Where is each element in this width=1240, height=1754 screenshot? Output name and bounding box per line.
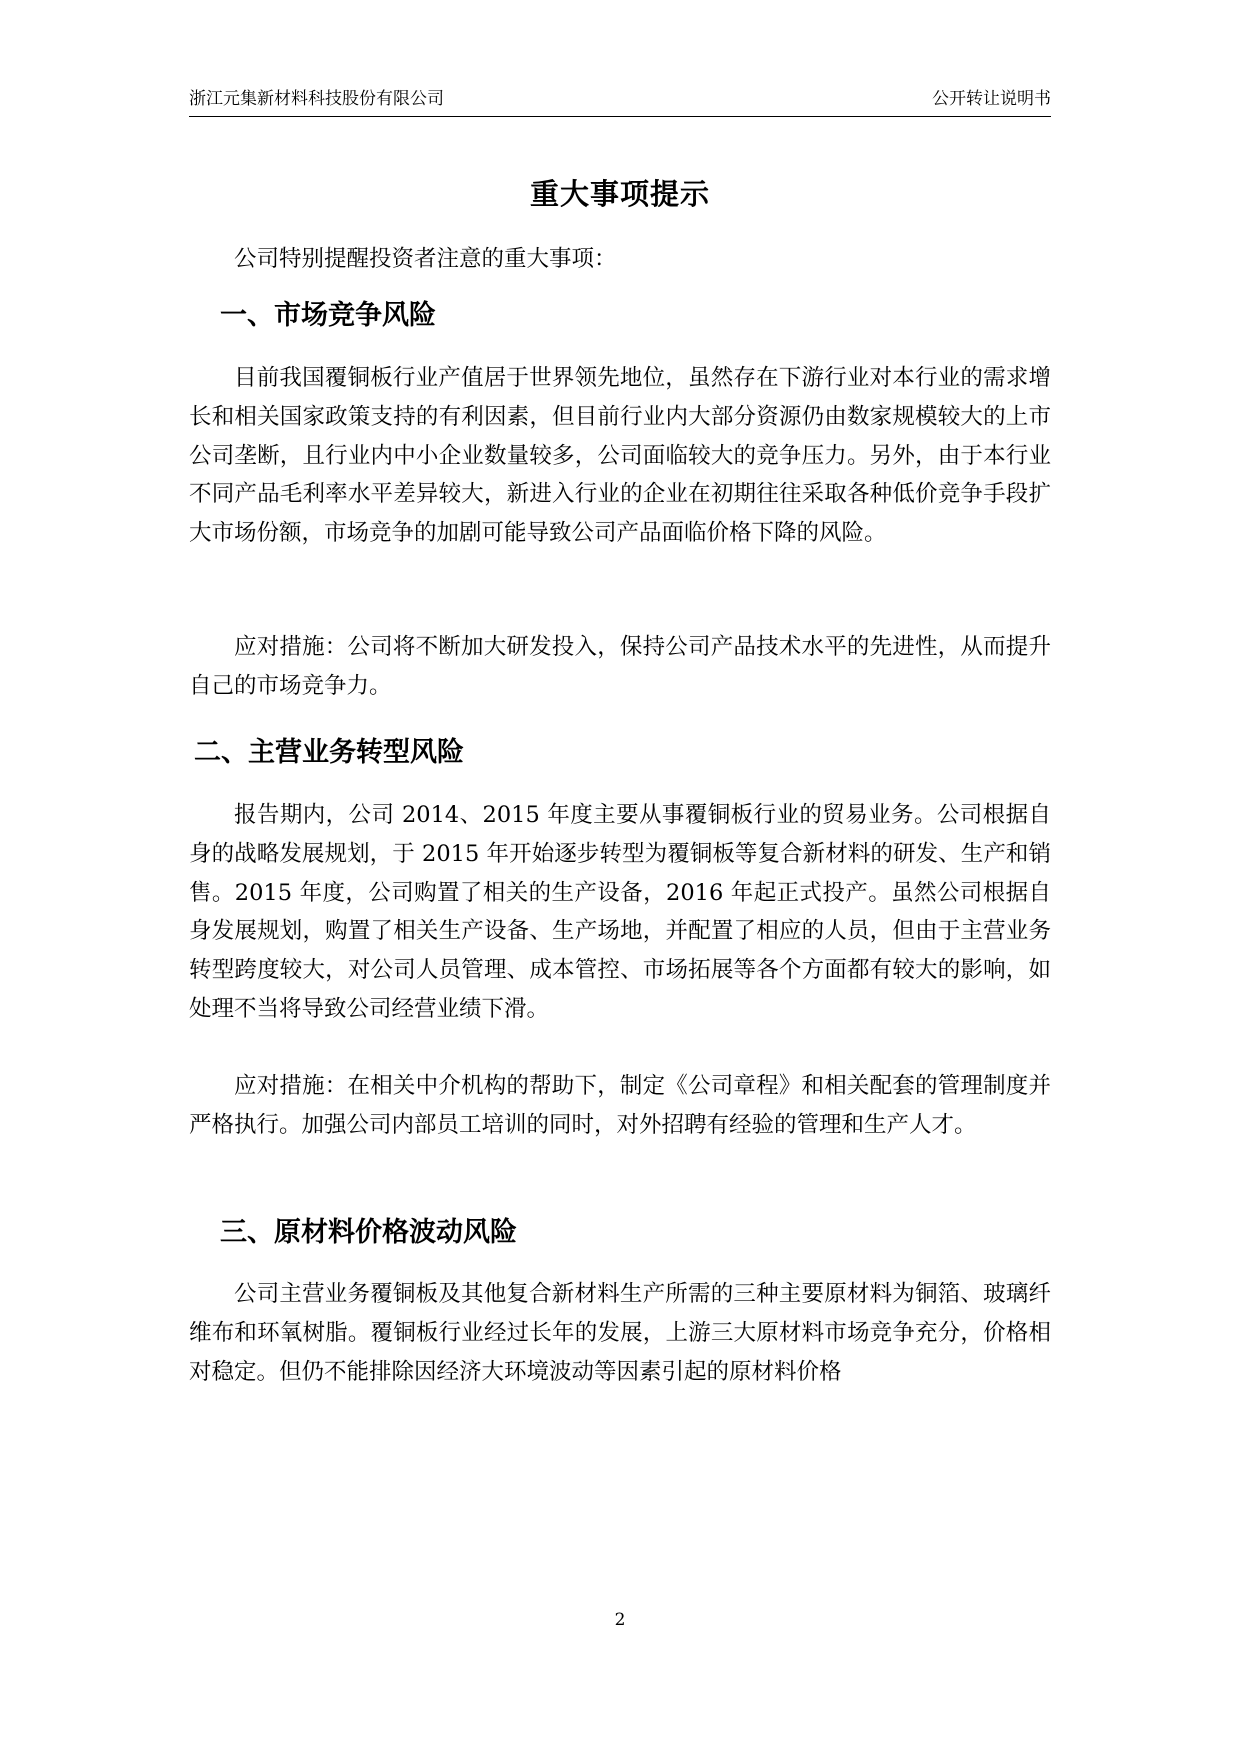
section-heading-business-transition: 二、主营业务转型风险 — [194, 737, 464, 768]
intro-paragraph: 公司特别提醒投资者注意的重大事项： — [234, 246, 617, 272]
section-2-paragraph-1: 报告期内，公司 2014、2015 年度主要从事覆铜板行业的贸易业务。公司根据自身的战略发展规划，于 2015 年开始逐步转型为覆铜板等复合新材料的研发、生产和销售。2015 年度，公司购置了相关的生产设备，2016 年起正式投产。虽然公司根据自身发展规划，购置了相关生产设备、生产场地，并配置了相应的人员，但由于主营业务转型跨度较大，对公司人员管理、成本管控、市场拓展等各个方面都有较大的影响，如处理不当将导致公司经营业绩下滑。 — [189, 802, 1051, 1022]
page-number: 2 — [614, 1610, 626, 1630]
section-3-paragraph-1: 公司主营业务覆铜板及其他复合新材料生产所需的三种主要原材料为铜箔、玻璃纤维布和环氧树脂。覆铜板行业经过长年的发展，上游三大原材料市场竞争充分，价格相对稳定。但仍不能排除因经济大环境波动等因素引起的原材料价格 — [189, 1281, 1051, 1385]
header-company-name: 浙江元集新材料科技股份有限公司 — [189, 89, 444, 109]
section-2-paragraph-2: 应对措施：在相关中介机构的帮助下，制定《公司章程》和相关配套的管理制度并严格执行。加强公司内部员工培训的同时，对外招聘有经验的管理和生产人才。 — [189, 1073, 1051, 1138]
section-1-paragraph-2: 应对措施：公司将不断加大研发投入，保持公司产品技术水平的先进性，从而提升自己的市场竞争力。 — [189, 634, 1051, 699]
header-document-type: 公开转让说明书 — [932, 89, 1051, 109]
section-1-paragraph-1: 目前我国覆铜板行业产值居于世界领先地位，虽然存在下游行业对本行业的需求增长和相关国家政策支持的有利因素，但目前行业内大部分资源仍由数家规模较大的上市公司垄断，且行业内中小企业数量较多，公司面临较大的竞争压力。另外，由于本行业不同产品毛利率水平差异较大，新进入行业的企业在初期往往采取各种低价竞争手段扩大市场份额，市场竞争的加剧可能导致公司产品面临价格下降的风险。 — [189, 365, 1051, 547]
page-header — [189, 86, 1051, 117]
section-heading-raw-material-price: 三、原材料价格波动风险 — [220, 1217, 517, 1248]
section-heading-market-competition: 一、市场竞争风险 — [220, 300, 436, 331]
page-title: 重大事项提示 — [529, 177, 710, 211]
